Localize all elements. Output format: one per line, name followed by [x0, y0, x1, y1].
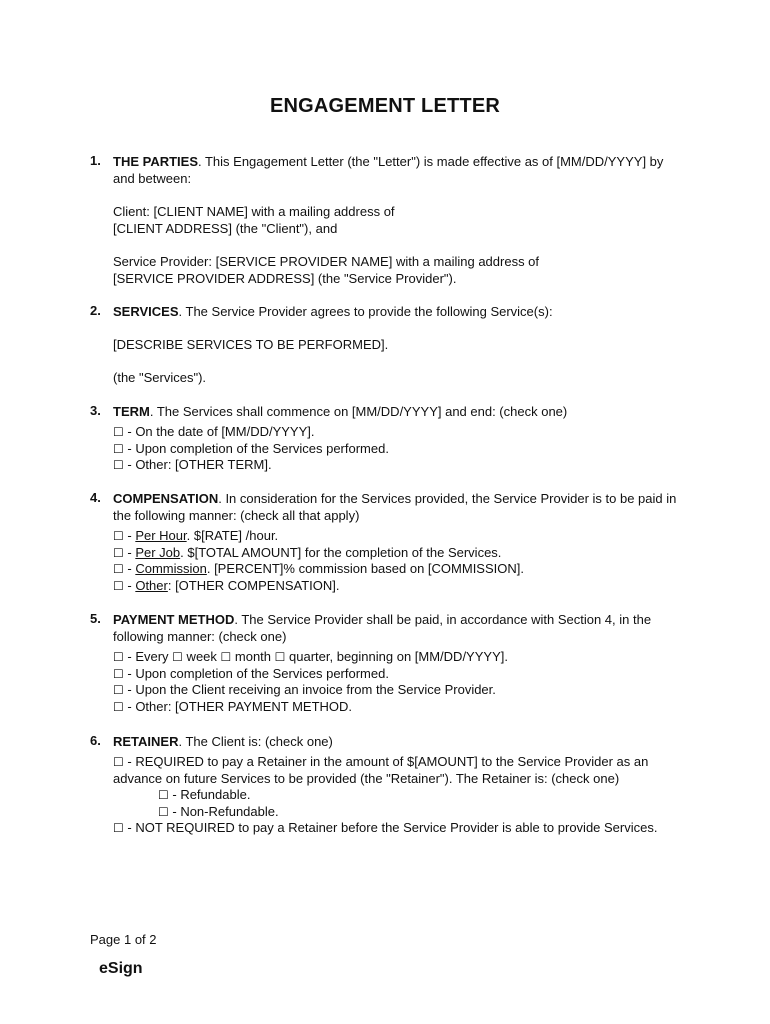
term-option[interactable]: [113, 424, 680, 441]
checkbox[interactable]: ☐: [158, 804, 169, 819]
section-term: [90, 403, 680, 474]
section-text: [113, 733, 680, 750]
option-text: . [PERCENT]% commission based on [COMMISSION].: [206, 561, 524, 577]
client-line: [CLIENT ADDRESS] (the "Client"), and: [113, 221, 338, 236]
section-heading: PAYMENT METHOD: [113, 612, 235, 627]
section-heading: COMPENSATION: [113, 491, 219, 506]
section-payment-method: [90, 611, 680, 715]
retainer-not-required-option[interactable]: [113, 820, 680, 837]
section-text: [113, 490, 680, 524]
provider-block: [113, 253, 680, 287]
checkbox-month[interactable]: ☐: [220, 650, 232, 664]
section-body: . The Client is: (check one): [178, 734, 333, 749]
section-services: [90, 303, 680, 386]
section-number: 2.: [90, 303, 101, 318]
option-text: quarter, beginning on [MM/DD/YYYY].: [285, 649, 508, 664]
checkbox[interactable]: ☐: [113, 699, 124, 714]
provider-line: Service Provider: [SERVICE PROVIDER NAME] with a mailing address of: [113, 254, 540, 269]
section-number: 3.: [90, 403, 101, 418]
option-text: - Other: [OTHER PAYMENT METHOD.: [123, 698, 353, 714]
refundable-option[interactable]: [158, 787, 680, 804]
compensation-option[interactable]: [113, 528, 680, 545]
option-prefix: -: [123, 561, 136, 577]
option-text: . $[TOTAL AMOUNT] for the completion of the Services.: [180, 544, 502, 560]
section-parties: [90, 153, 680, 287]
option-text: - Upon the Client receiving an invoice from the Service Provider.: [123, 682, 496, 698]
section-body: . The Service Provider agrees to provide the following Service(s):: [178, 304, 553, 319]
checkbox[interactable]: ☐: [113, 545, 124, 560]
option-label: Other: [135, 577, 168, 593]
retainer-required-option[interactable]: [113, 754, 680, 787]
section-heading: TERM: [113, 404, 150, 419]
client-block: [113, 203, 680, 237]
section-heading: SERVICES: [113, 304, 179, 319]
section-heading: THE PARTIES: [113, 154, 198, 169]
option-text: - REQUIRED to pay a Retainer in the amount of $[AMOUNT] to the Service Provider as an advance on future Services to be provided (the "Retainer"). The Retainer is: (check one): [113, 754, 649, 786]
option-text: : [OTHER COMPENSATION].: [167, 577, 340, 593]
page-number: Page 1 of 2: [90, 932, 157, 947]
compensation-options: [113, 528, 680, 594]
option-prefix: -: [123, 544, 136, 560]
option-text: - Upon completion of the Services performed.: [123, 665, 389, 681]
option-text: - Non-Refundable.: [168, 803, 279, 819]
esign-logo: eSign: [99, 960, 143, 977]
non-refundable-option[interactable]: [158, 804, 680, 821]
section-text: [113, 611, 680, 645]
section-number: 5.: [90, 611, 101, 626]
option-text: - NOT REQUIRED to pay a Retainer before the Service Provider is able to provide Services.: [123, 820, 658, 836]
checkbox[interactable]: ☐: [113, 441, 124, 456]
compensation-option[interactable]: [113, 561, 680, 578]
option-text: . $[RATE] /hour.: [186, 528, 279, 543]
section-text: [113, 303, 680, 320]
checkbox-week[interactable]: ☐: [172, 650, 183, 664]
section-compensation: [90, 490, 680, 594]
payment-option-every[interactable]: [113, 649, 680, 666]
section-number: 1.: [90, 153, 101, 168]
compensation-option[interactable]: [113, 578, 680, 595]
services-description: [DESCRIBE SERVICES TO BE PERFORMED].: [113, 337, 389, 352]
section-text: [113, 403, 680, 420]
checkbox-quarter[interactable]: ☐: [274, 650, 286, 664]
checkbox[interactable]: ☐: [113, 755, 124, 769]
section-text: [113, 153, 680, 187]
section-retainer: [90, 733, 680, 837]
checkbox[interactable]: ☐: [113, 425, 124, 439]
checkbox[interactable]: ☐: [158, 788, 169, 803]
payment-option[interactable]: [113, 666, 680, 683]
section-body: . This Engagement Letter (the "Letter") is made effective as of [MM/DD/YYYY] by and between:: [113, 154, 664, 186]
term-option[interactable]: [113, 457, 680, 474]
term-option[interactable]: [113, 441, 680, 458]
provider-line: [SERVICE PROVIDER ADDRESS] (the "Service Provider").: [113, 271, 457, 286]
checkbox[interactable]: ☐: [113, 578, 124, 593]
section-body: . The Services shall commence on [MM/DD/YYYY] and end: (check one): [149, 404, 568, 419]
option-text: - On the date of [MM/DD/YYYY].: [123, 424, 315, 439]
section-heading: RETAINER: [113, 734, 179, 749]
option-label: Per Job: [135, 544, 181, 560]
checkbox[interactable]: ☐: [113, 529, 124, 543]
payment-option[interactable]: [113, 699, 680, 716]
payment-option[interactable]: [113, 682, 680, 699]
section-body: . The Service Provider shall be paid, in accordance with Section 4, in the following manner: (check one): [113, 612, 652, 644]
services-definition: (the "Services").: [113, 370, 207, 385]
checkbox[interactable]: ☐: [113, 562, 124, 577]
section-number: 4.: [90, 490, 101, 505]
option-text: - Upon completion of the Services performed.: [123, 440, 389, 456]
term-options: [113, 424, 680, 474]
payment-options: [113, 649, 680, 715]
option-text: - Every: [123, 649, 173, 664]
checkbox[interactable]: ☐: [113, 666, 124, 681]
client-line: Client: [CLIENT NAME] with a mailing address of: [113, 204, 395, 219]
checkbox[interactable]: ☐: [113, 821, 124, 836]
option-label: Per Hour: [135, 528, 187, 543]
option-text: month: [231, 649, 275, 664]
document-title: ENGAGEMENT LETTER: [269, 95, 501, 117]
option-text: week: [182, 649, 221, 664]
checkbox[interactable]: ☐: [113, 458, 124, 473]
section-body: . In consideration for the Services provided, the Service Provider is to be paid in the following manner: (check all that apply): [113, 491, 677, 523]
option-prefix: -: [123, 577, 136, 593]
checkbox[interactable]: ☐: [113, 683, 124, 698]
option-text: - Other: [OTHER TERM].: [123, 457, 272, 473]
section-number: 6.: [90, 733, 101, 748]
option-label: Commission: [135, 561, 207, 577]
compensation-option[interactable]: [113, 545, 680, 562]
checkbox[interactable]: ☐: [113, 650, 124, 664]
option-prefix: -: [123, 528, 136, 543]
option-text: - Refundable.: [168, 787, 251, 803]
